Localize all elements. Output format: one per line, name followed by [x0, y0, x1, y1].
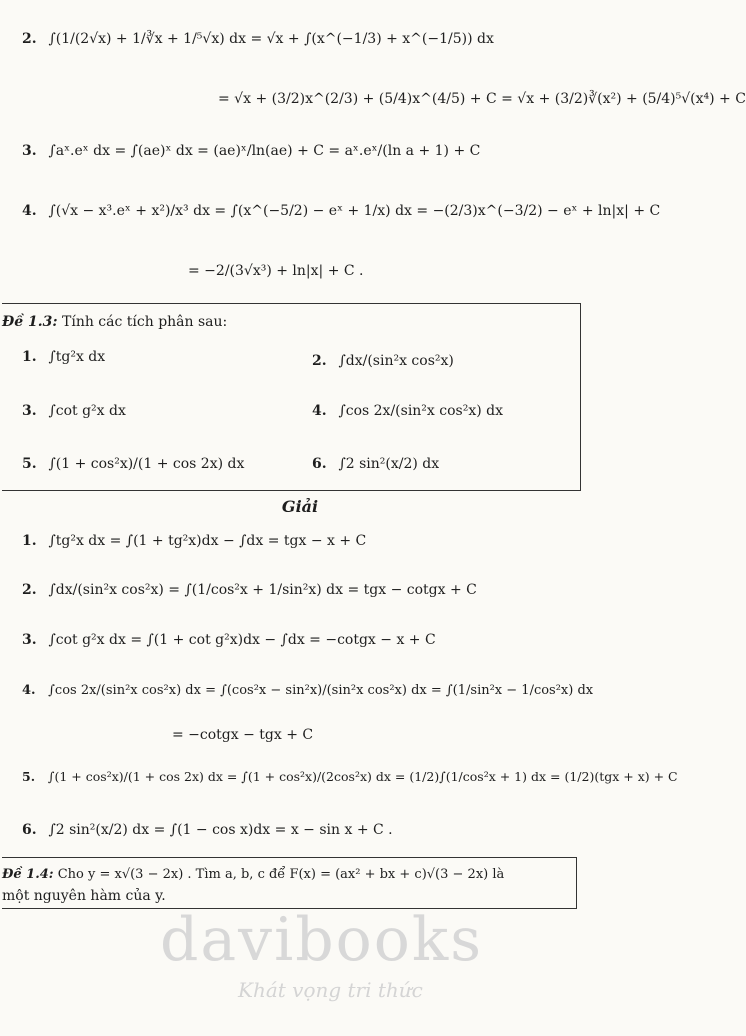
item-expression: ∫dx/(sin²x cos²x) — [338, 353, 454, 369]
watermark-slogan: Khát vọng tri thức — [238, 978, 423, 1002]
item-number: 1. — [22, 349, 37, 365]
exercise-4 — [22, 202, 660, 220]
solution-number: 5. — [22, 769, 36, 784]
problem-item-2 — [312, 352, 454, 370]
problem-item-6 — [312, 455, 439, 473]
exercise-number: 4. — [22, 203, 37, 219]
solution-expression: ∫dx/(sin²x cos²x) = ∫(1/cos²x + 1/sin²x) dx = tgx − cotgx + C — [48, 582, 477, 598]
problem-text: Tính các tích phân sau: — [62, 314, 228, 330]
problem-item-3 — [22, 402, 126, 420]
exercise-3 — [22, 142, 480, 160]
item-number: 5. — [22, 456, 37, 472]
item-number: 3. — [22, 403, 37, 419]
exercise-expression: = −2/(3√x³) + ln|x| + C . — [188, 263, 364, 279]
solution-number: 2. — [22, 582, 37, 598]
solution-3 — [22, 631, 436, 649]
problem-item-4 — [312, 402, 503, 420]
exercise-expression: ∫(√x − x³.eˣ + x²)/x³ dx = ∫(x^(−5/2) − eˣ + 1/x) dx = −(2/3)x^(−3/2) − eˣ + ln|x| + C — [48, 203, 661, 219]
solution-expression: ∫cos 2x/(sin²x cos²x) dx = ∫(cos²x − sin²x)/(sin²x cos²x) dx = ∫(1/sin²x − 1/cos²x) dx — [48, 683, 594, 698]
exercise-expression: ∫(1/(2√x) + 1/∛x + 1/⁵√x) dx = √x + ∫(x^(−1/3) + x^(−1/5)) dx — [48, 31, 494, 47]
solution-2 — [22, 581, 477, 599]
solution-number: 3. — [22, 632, 37, 648]
solution-1 — [22, 532, 366, 550]
item-number: 2. — [312, 353, 327, 369]
solution-expression: ∫tg²x dx = ∫(1 + tg²x)dx − ∫dx = tgx − x + C — [48, 533, 367, 549]
watermark-brand: davibooks — [160, 905, 484, 975]
exercise-number: 2. — [22, 31, 37, 47]
problem-label: Đề 1.4: — [2, 867, 54, 882]
solution-4-continued — [172, 726, 313, 744]
exercise-2-continued — [218, 90, 746, 108]
solution-expression: ∫cot g²x dx = ∫(1 + cot g²x)dx − ∫dx = −cotgx − x + C — [48, 632, 436, 648]
problem-text: một nguyên hàm của y. — [2, 888, 166, 904]
solution-number: 6. — [22, 822, 37, 838]
solution-expression: ∫(1 + cos²x)/(1 + cos 2x) dx = ∫(1 + cos²x)/(2cos²x) dx = (1/2)∫(1/cos²x + 1) dx = (1/2)(tgx + x) + C — [47, 769, 678, 784]
item-number: 4. — [312, 403, 327, 419]
solution-number: 4. — [22, 683, 36, 698]
solution-expression: ∫2 sin²(x/2) dx = ∫(1 − cos x)dx = x − sin x + C . — [48, 822, 393, 838]
solution-6 — [22, 821, 393, 839]
solution-number: 1. — [22, 533, 37, 549]
solution-expression: = −cotgx − tgx + C — [172, 727, 314, 743]
item-number: 6. — [312, 456, 327, 472]
item-expression: ∫tg²x dx — [48, 349, 106, 365]
solution-5 — [22, 768, 678, 786]
exercise-expression: = √x + (3/2)x^(2/3) + (5/4)x^(4/5) + C = √x + (3/2)∛(x²) + (5/4)⁵√(x⁴) + C — [218, 91, 746, 107]
exercise-expression: ∫aˣ.eˣ dx = ∫(ae)ˣ dx = (ae)ˣ/ln(ae) + C = aˣ.eˣ/(ln a + 1) + C — [48, 143, 481, 159]
solution-heading: Giải — [281, 497, 319, 516]
solution-4 — [22, 682, 593, 700]
item-expression: ∫cot g²x dx — [48, 403, 126, 419]
problem-1-4-line1 — [2, 866, 504, 884]
problem-item-5 — [22, 455, 244, 473]
problem-1-4-line2 — [2, 887, 166, 905]
problem-item-1 — [22, 348, 105, 366]
item-expression: ∫2 sin²(x/2) dx — [338, 456, 440, 472]
exercise-4-continued — [188, 262, 364, 280]
exercise-2 — [22, 30, 494, 48]
exercise-number: 3. — [22, 143, 37, 159]
item-expression: ∫(1 + cos²x)/(1 + cos 2x) dx — [48, 456, 245, 472]
problem-label: Đề 1.3: — [2, 314, 58, 330]
problem-text: Cho y = x√(3 − 2x) . Tìm a, b, c để F(x) = (ax² + bx + c)√(3 − 2x) là — [57, 867, 505, 882]
problem-1-3-header — [2, 313, 227, 331]
item-expression: ∫cos 2x/(sin²x cos²x) dx — [338, 403, 504, 419]
